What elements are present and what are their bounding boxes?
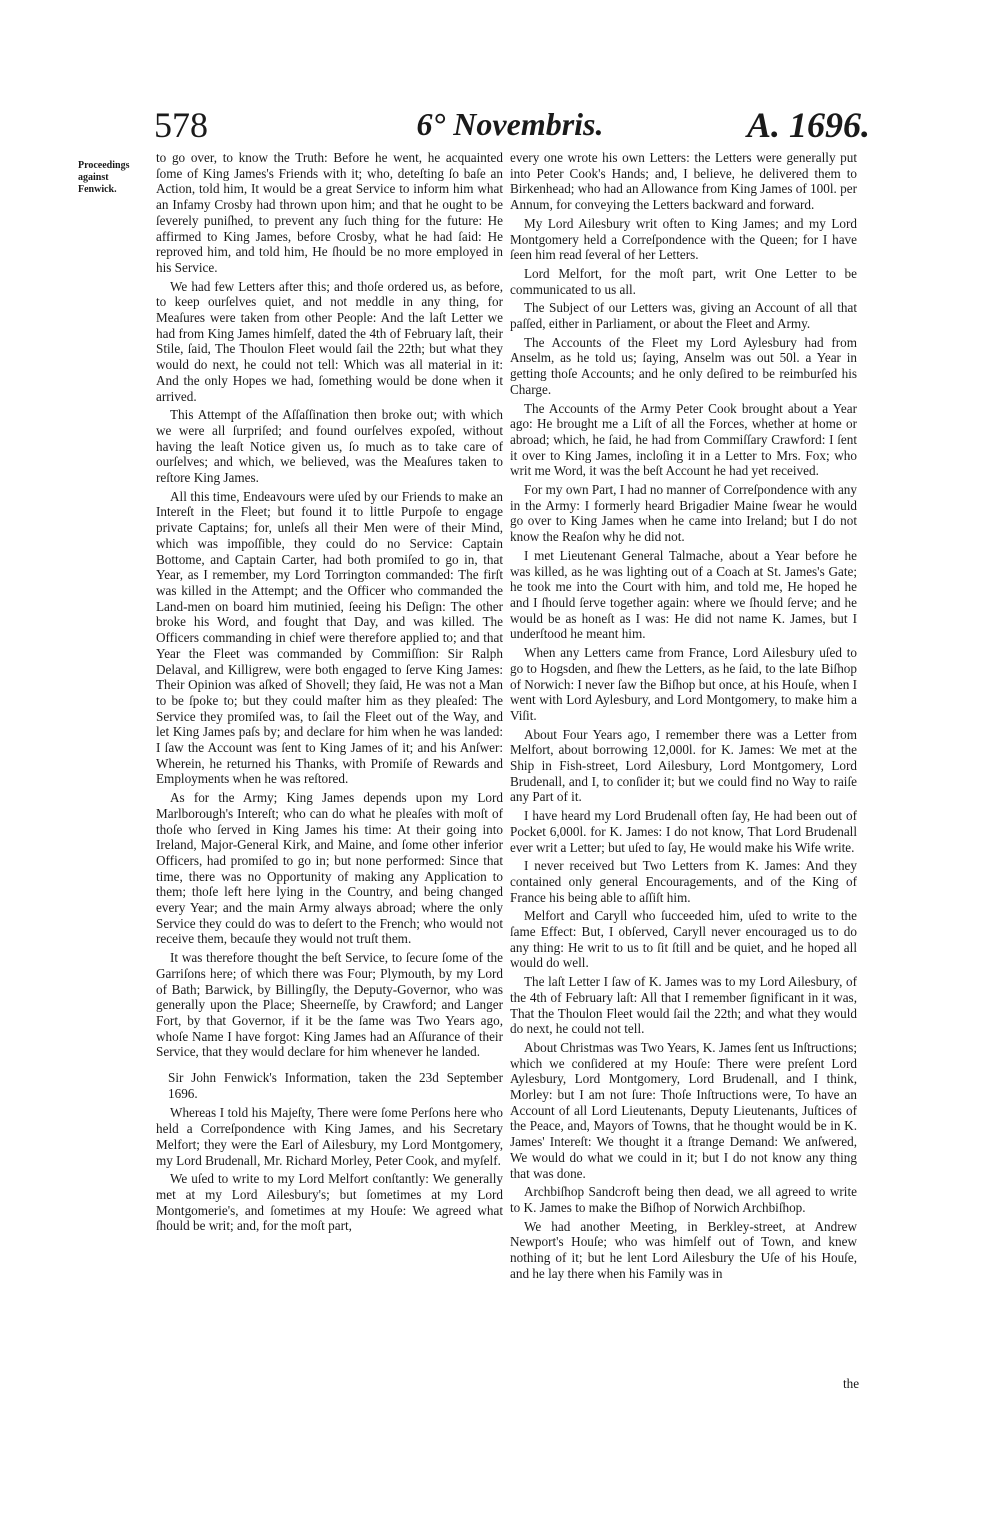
paragraph: to go over, to know the Truth: Before he went, he acquainted ſome of King James's Friends with it; who, deteſting ſo baſe an Action, told him, It would be a great Service to inform him what an Infamy Crosby had thrown upon him; and that he ought to be ſeverely puniſhed, to prevent any ſuch thing for the future: He affirmed to King James, before Crosby, what he had ſaid: He reproved him, and told him, He ſhould be no more employed in his Service. — [156, 150, 503, 275]
paragraph: It was therefore thought the beſt Service, to ſecure ſome of the Garriſons here; of which there was Four; Plymouth, by my Lord of Bath; Barwick, by Billingſly, the Deputy-Governor, who was generally upon the Place; Sheerneſſe, by Crawford; and Langer Fort, by that Governor, if it be the ſame was Two Years ago, whoſe Name I have forgot: King James had an Aſſurance of their Service, that they would declare for him whenever he landed. — [156, 950, 503, 1060]
paragraph: Lord Melfort, for the moſt part, writ One Letter to be communicated to us all. — [510, 265, 857, 297]
paragraph: For my own Part, I had no manner of Correſpondence with any in the Army: I formerly heard Brigadier Maine ſwear he would go over to King James when he came into Ireland; but I do not know the Reaſon why he did not. — [510, 482, 857, 545]
paragraph: We had another Meeting, in Berkley-street, at Andrew Newport's Houſe; who was himſelf out of Town, and knew nothing of it; but he lent Lord Ailesbury the Uſe of his Houſe, and he lay there when his Family was in — [510, 1218, 857, 1281]
page-header — [150, 100, 870, 150]
paragraph: Whereas I told his Majeſty, There were ſome Perſons here who held a Correſpondence with King James, and his Secretary Melfort; they were the Earl of Ailesbury, my Lord Montgomery, my Lord Brudenall, Mr. Richard Morley, Peter Cook, and myſelf. — [156, 1105, 503, 1168]
paragraph: As for the Army; King James depends upon my Lord Marlborough's Intereſt; who can do what he pleaſes with moſt of thoſe who ſerved in King James his time: At their going into Ireland, Major-General Kirk, and Maine, and ſome other inferior Officers, had promiſed to go in; but none performed: Since that time, there was no Opportunity of making any Application to them; thoſe left here lying in the Country, and being changed every Year; and the main Army always abroad; where the only Service they could do was to deſert to the French; who would not receive them, becauſe they would not truſt them. — [156, 790, 503, 947]
paragraph: I met Lieutenant General Talmache, about a Year before he was killed, as he was lighting out of a Coach at St. James's Gate; he took me into the Court with him, and told me, He hoped he and I ſhould ſerve together again: where we ſhould ſerve; and he would be as honeſt as I was: He did not name K. James, but I underſtood he meant him. — [510, 547, 857, 642]
catchword: the — [843, 1376, 860, 1391]
paragraph: About Four Years ago, I remember there was a Letter from Melfort, about borrowing 12,000l. for K. James: We met at the Ship in Fish-street, Lord Ailesbury, Lord Montgomery, Lord Brudenall, and I, to conſider it; but we could find no Way to raiſe any Part of it. — [510, 726, 857, 805]
paragraph: All this time, Endeavours were uſed by our Friends to make an Intereſt in the Fleet; but found it to little Purpoſe to engage private Captains; for, unleſs all their Men were of their Mind, which was impoſſible, they could do no Service: Captain Bottome, and Captain Carter, had both promiſed to go in, that Year, as I remember, my Lord Torrington commanded: The firſt was killed in the Attempt; and the Officer who commanded the Land-men on board him mutinied, ſeeing his Deſign: The other broke his Word, and fought that Day, and was killed. The Officers commanding in chief were therefore applied to; and that Year the Fleet was commanded by Commiſſion: Sir Ralph Delaval, and Killigrew, were both engaged to ſerve King James: Their Opinion was aſked of Shovell; they ſaid, He was not a Man to be ſpoke to; but they could maſter him as they pleaſed: The Service they promiſed was, to ſail the Fleet out of the Way, and let King James paſs by; and declare for him when he was landed: I ſaw the Account was ſent to King James of it; and his Anſwer: Wherein, he returned his Thanks, with Promiſe of Rewards and Employments when he was reſtored. — [156, 488, 503, 787]
paragraph: Melfort and Caryll who ſucceeded him, uſed to write to the ſame Effect: But, I obſerved, Caryll never encouraged us to do any thing: He writ to us to ſit ſtill and be quiet, and he hoped all would do well. — [510, 908, 857, 971]
paragraph: The laſt Letter I ſaw of K. James was to my Lord Ailesbury, of the 4th of February laſt: All that I remember ſignificant in it was, That the Thoulon Fleet would ſail the 22th; and what they would do next, he could not tell. — [510, 974, 857, 1037]
paragraph: The Accounts of the Army Peter Cook brought about a Year ago: He brought me a Liſt of all the Forces, whether at home or abroad; which, he ſaid, he had from Commiſſary Crawford: I ſent it over to King James, incloſing it in a Letter to Mrs. Fox; who writ me Word, it was the beſt Account he had yet received. — [510, 400, 857, 479]
right-column — [510, 150, 857, 1285]
paragraph: Archbiſhop Sandcroft being then dead, we all agreed to write to K. James to make the Biſhop of Norwich Archbiſhop. — [510, 1184, 857, 1215]
paragraph: The Accounts of the Fleet my Lord Aylesbury had from Anselm, as he told us; ſaying, Anselm was out 50l. a Year in getting thoſe Accounts; and he only deſired to be reimburſed his Charge. — [510, 334, 857, 397]
paragraph: We uſed to write to my Lord Melfort conſtantly: We generally met at my Lord Ailesbury's; but ſometimes at my Lord Montgomerie's, and ſometimes at my Houſe: We agreed what ſhould be writ; and, for the moſt part, — [156, 1171, 503, 1234]
paragraph: every one wrote his own Letters: the Letters were generally put into Peter Cook's Hands; and, I believe, he delivered them to Birkenhead; who had an Allowance from King James of 100l. per Annum, for conveying the Letters backward and forward. — [510, 150, 857, 213]
paragraph: About Christmas was Two Years, K. James ſent us Inſtructions; which we conſidered at my Houſe: There were preſent Lord Aylesbury, Lord Montgomery, Lord Brudenall, and I think, Morley: but I am not ſure: Thoſe Inſtructions were, To have an Account of all Lord Lieutenants, Deputy Lieutenants, Juſtices of the Peace, and, Mayors of Towns, that he thought would be in K. James' Intereſt: We thought it a ſtrange Demand: We anſwered, We would do what we could in it; but I do not know any thing that was done. — [510, 1039, 857, 1181]
paragraph: The Subject of our Letters was, giving an Account of all that paſſed, either in Parliament, or about the Fleet and Army. — [510, 300, 857, 332]
section-heading: Sir John Fenwick's Information, taken the 23d September 1696. — [168, 1070, 503, 1101]
paragraph: I have heard my Lord Brudenall often ſay, He had been out of Pocket 6,000l. for K. James: I do not know, That Lord Brudenall ever writ a Letter; but uſed to ſay, He would make his Wife write. — [510, 808, 857, 855]
page-year: A. 1696. — [746, 105, 870, 145]
left-column — [156, 150, 503, 1237]
margin-note: Proceedings against Fenwick. — [78, 160, 130, 195]
paragraph: When any Letters came from France, Lord Ailesbury uſed to go to Hogsden, and ſhew the Letters, as he ſaid, to the late Biſhop of Norwich: I never ſaw the Biſhop but once, at his Houſe, when I went with Lord Aylesbury, and Lord Montgomery, to make him a Viſit. — [510, 645, 857, 723]
paragraph: My Lord Ailesbury writ often to King James; and my Lord Montgomery held a Correſpondence with the Queen; for I have ſeen him read ſeveral of her Letters. — [510, 215, 857, 263]
paragraph: I never received but Two Letters from K. James: And they contained only general Encouragements, and of the King of France his being able to aſſiſt him. — [510, 858, 857, 905]
paragraph: We had few Letters after this; and thoſe ordered us, as before, to keep ourſelves quiet, and not meddle in any thing, for Meaſures were taken from other People: And the laſt Letter we had from King James himſelf, dated the 4th of February laſt, their Stile, ſaid, The Thoulon Fleet would ſail the 22th; but what they would do next, he could not tell: Which was all material in it: And the only Hopes we had, ſomething would be done when it arrived. — [156, 278, 503, 404]
page-number: 578 — [154, 105, 208, 145]
page-title: 6° Novembris. — [416, 106, 604, 142]
paragraph: This Attempt of the Aſſaſſination then broke out; with which we were all ſurpriſed; and found ourſelves expoſed, without having the leaſt Notice given us, ſo much as to take care of ourſelves; and which, we believed, was the Meaſures taken to reſtore King James. — [156, 407, 503, 486]
